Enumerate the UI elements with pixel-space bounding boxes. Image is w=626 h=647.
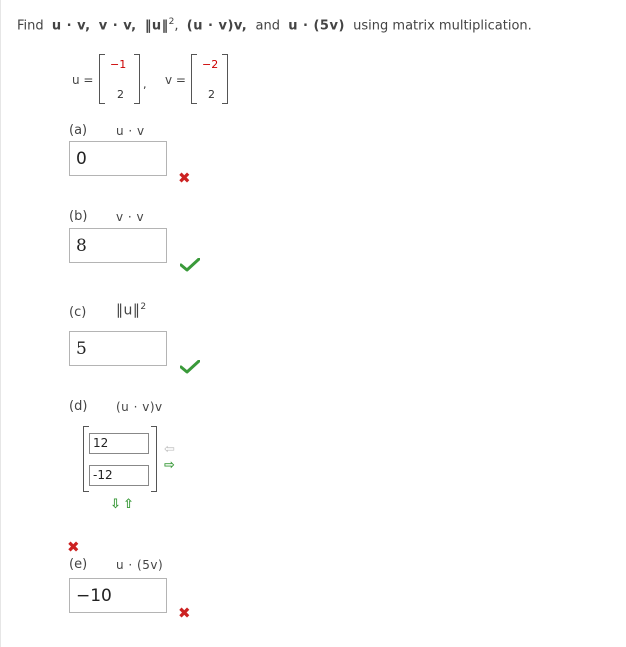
part-e-answer-field[interactable]: −10 xyxy=(69,578,167,613)
prompt-tail: using matrix multiplication. xyxy=(353,18,532,34)
check-icon xyxy=(180,258,200,272)
x-icon: ✖ xyxy=(178,604,191,622)
vector-v-right-bracket xyxy=(222,54,228,104)
part-c-norm: ‖u‖ xyxy=(116,302,141,319)
vector-u-comma: , xyxy=(143,78,147,91)
vector-v-label: v = xyxy=(165,73,186,87)
prompt-expr-v-dot-v: v · v, xyxy=(98,18,137,34)
prompt-expr-norm-exp: 2 xyxy=(168,17,175,27)
prompt-expr-u-dot-v: u · v, xyxy=(51,18,91,34)
vector-u-bottom: 2 xyxy=(117,88,124,101)
arrow-right-icon[interactable]: ⇨ xyxy=(164,458,175,473)
prompt-find: Find xyxy=(17,18,44,34)
part-c-exponent: 2 xyxy=(140,302,147,312)
arrow-up-icon[interactable]: ⇧ xyxy=(123,497,134,512)
x-icon: ✖ xyxy=(67,538,80,556)
part-c-answer-field[interactable]: 5 xyxy=(69,331,167,366)
question-prompt xyxy=(17,17,532,33)
part-d-entry-top[interactable]: 12 xyxy=(89,433,149,454)
vector-v-bottom: 2 xyxy=(208,88,215,101)
check-icon xyxy=(180,360,200,374)
arrow-down-icon[interactable]: ⇩ xyxy=(110,497,121,512)
part-b-label: (b) xyxy=(69,209,88,224)
part-a-answer-field[interactable]: 0 xyxy=(69,141,167,176)
part-e-label: (e) xyxy=(69,557,88,572)
prompt-expr-uv-v: (u · v)v, xyxy=(186,18,248,34)
part-c-label: (c) xyxy=(69,305,87,320)
part-a-label: (a) xyxy=(69,123,88,138)
vector-u-label: u = xyxy=(72,73,94,87)
part-b-answer-field[interactable]: 8 xyxy=(69,228,167,263)
vector-u-top: −1 xyxy=(110,58,127,71)
vector-v-top: −2 xyxy=(202,58,219,71)
vector-u-right-bracket xyxy=(134,54,140,104)
prompt-and: and xyxy=(255,18,280,34)
vector-v-left-bracket xyxy=(191,54,197,104)
part-d-entry-bottom[interactable]: -12 xyxy=(89,465,149,486)
part-c-expression xyxy=(116,302,147,319)
part-d-label: (d) xyxy=(69,399,88,414)
part-b-expression: v · v xyxy=(116,210,145,224)
prompt-comma: , xyxy=(174,18,179,34)
part-a-expression: u · v xyxy=(116,124,145,138)
part-e-expression: u · (5v) xyxy=(116,558,164,572)
prompt-expr-norm-u: ‖u‖ xyxy=(144,18,169,34)
vector-u-left-bracket xyxy=(99,54,105,104)
prompt-expr-u-dot-5v: u · (5v) xyxy=(288,18,345,34)
matrix-right-bracket xyxy=(151,426,157,492)
part-d-expression: (u · v)v xyxy=(116,400,163,414)
x-icon: ✖ xyxy=(178,169,191,187)
arrow-left-icon[interactable]: ⇦ xyxy=(164,442,175,457)
